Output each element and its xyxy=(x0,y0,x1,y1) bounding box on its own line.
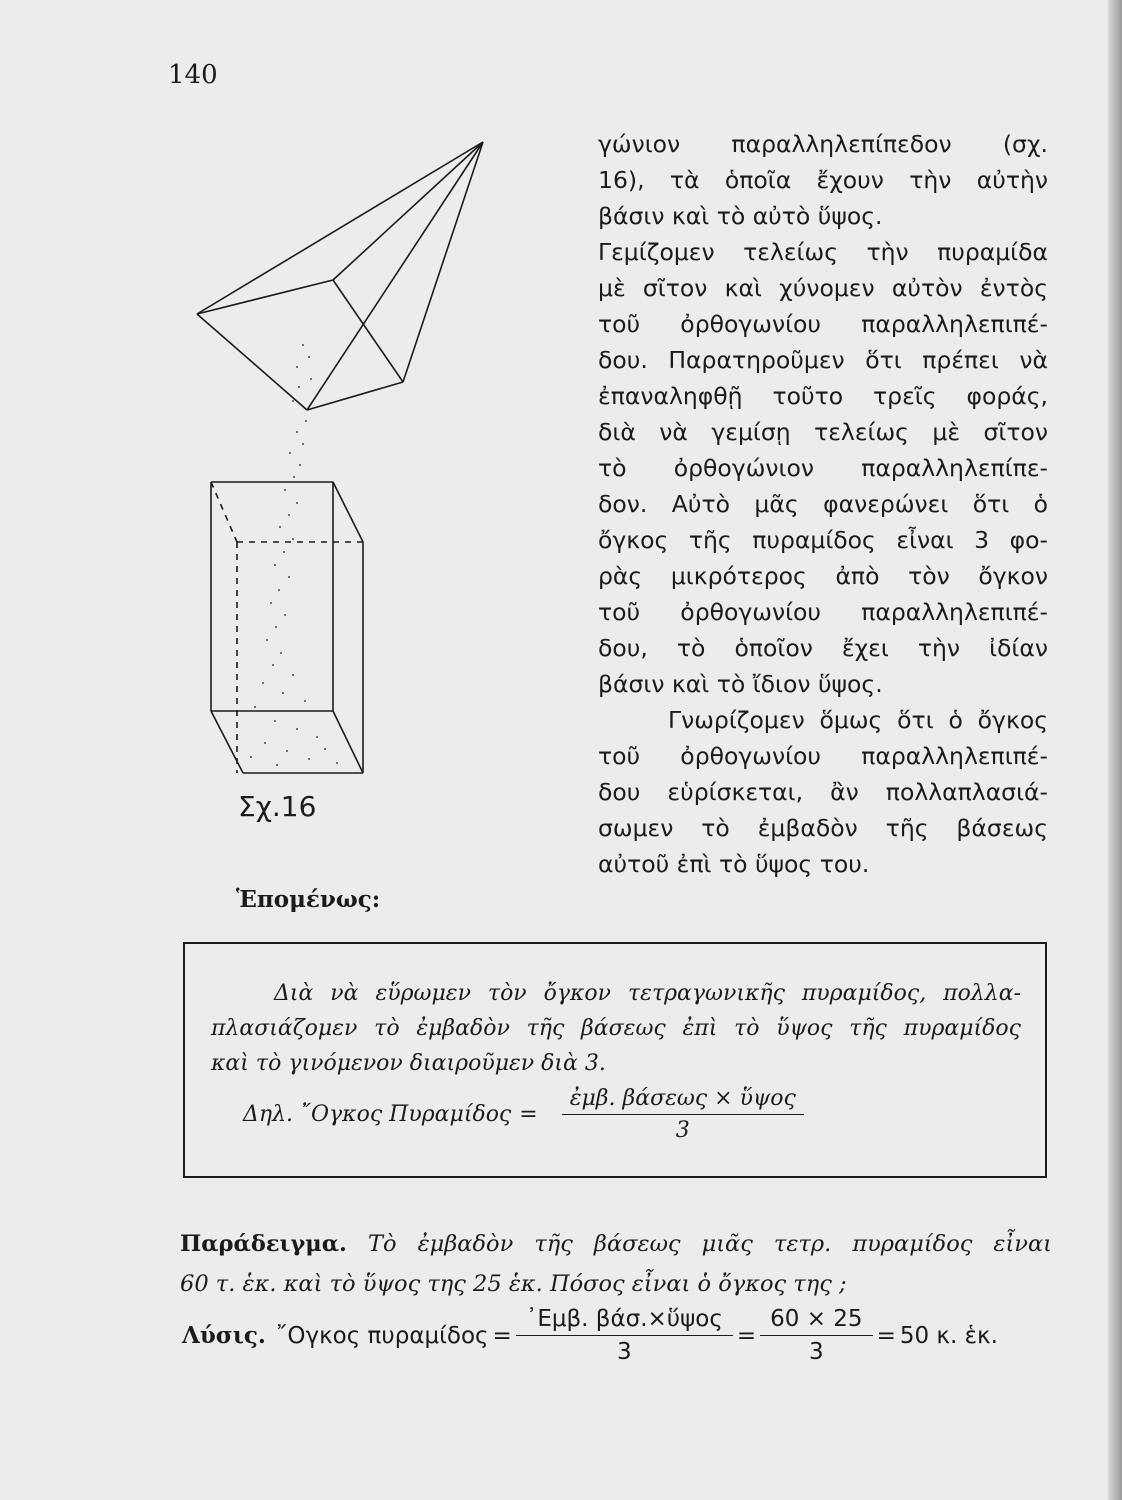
fraction-denominator: 3 xyxy=(617,1339,632,1365)
pyramid-pouring-into-box-illustration xyxy=(185,135,505,855)
text-line: Γνωρίζομεν ὅμως ὅτι ὁ ὄγκος xyxy=(668,706,1048,734)
solution-fraction-symbolic xyxy=(516,1306,733,1365)
page-number: 140 xyxy=(168,60,218,90)
solution-result: 50 κ. ἑκ. xyxy=(899,1322,998,1349)
volume-formula xyxy=(243,1086,804,1143)
fraction-denominator: 3 xyxy=(675,1118,690,1143)
rule-line: πλασιάζομεν τὸ ἐμβαδὸν τῆς βάσεως ἐπὶ τὸ ὕψος τῆς πυραμίδος xyxy=(211,1016,1021,1041)
text-line: δου. Παρατηροῦμεν ὅτι πρέπει νὰ xyxy=(598,346,1048,374)
solution-lhs: ῎Ογκος πυραμίδος xyxy=(275,1322,489,1349)
text-line: διὰ νὰ γεμίσῃ τελείως μὲ σῖτον xyxy=(598,418,1048,446)
text-line: ὄγκος τῆς πυραμίδος εἶναι 3 φο- xyxy=(598,526,1048,554)
formula-fraction xyxy=(562,1086,804,1143)
text-line: τοῦ ὀρθογωνίου παραλληλεπιπέ- xyxy=(598,742,1048,770)
rule-statement xyxy=(211,976,1021,1081)
text-line: ρὰς μικρότερος ἀπὸ τὸν ὄγκον xyxy=(598,562,1048,590)
solution-fraction-numeric xyxy=(760,1306,872,1365)
fraction-numerator: 60 × 25 xyxy=(770,1306,863,1332)
equals-sign: = xyxy=(736,1322,757,1349)
figure-caption: Σχ.16 xyxy=(238,790,317,823)
text-line: σωμεν τὸ ἐμβαδὸν τῆς βάσεως xyxy=(598,814,1048,842)
text-line: μὲ σῖτον καὶ χύνομεν αὐτὸν ἐντὸς xyxy=(598,274,1048,302)
fraction-numerator: ᾿Εμβ. βάσ.×ὕψος xyxy=(525,1306,723,1332)
text-line: αὐτοῦ ἐπὶ τὸ ὕψος του. xyxy=(598,850,870,878)
page-edge-shadow xyxy=(1108,0,1122,1500)
text-line: βάσιν καὶ τὸ ἴδιον ὕψος. xyxy=(598,670,883,698)
text-line: γώνιον παραλληλεπίπεδον (σχ. xyxy=(598,130,1048,158)
equals-sign: = xyxy=(876,1322,896,1349)
text-line: δου, τὸ ὁποῖον ἔχει τὴν ἰδίαν xyxy=(598,634,1048,662)
text-line: δον. Αὐτὸ μᾶς φανερώνει ὅτι ὁ xyxy=(598,490,1048,518)
equals-sign: = xyxy=(519,1102,538,1127)
rule-line: καὶ τὸ γινόμενον διαιροῦμεν διὰ 3. xyxy=(211,1051,606,1076)
formula-label: Δηλ. ῎Ογκος Πυραμίδος xyxy=(243,1102,512,1127)
text-line: τοῦ ὀρθογωνίου παραλληλεπιπέ- xyxy=(598,598,1048,626)
example-text: Τὸ ἐμβαδὸν τῆς βάσεως μιᾶς τετρ. πυραμίδος εἶναι xyxy=(367,1231,1052,1257)
fraction-numerator: ἐμβ. βάσεως × ὕψος xyxy=(569,1086,796,1111)
body-paragraph xyxy=(598,126,1048,882)
text-line: δου εὑρίσκεται, ἂν πολλαπλασιά- xyxy=(598,778,1048,806)
text-line: ἐπαναληφθῇ τοῦτο τρεῖς φοράς, xyxy=(598,382,1048,410)
rule-line: Διὰ νὰ εὕρωμεν τὸν ὄγκον τετραγωνικῆς πυραμίδος, πολλα- xyxy=(274,981,1021,1006)
example-problem xyxy=(180,1224,1052,1304)
equals-sign: = xyxy=(492,1322,512,1349)
text-line: τοῦ ὀρθογωνίου παραλληλεπιπέ- xyxy=(598,310,1048,338)
text-line: 16), τὰ ὁποῖα ἔχουν τὴν αὐτὴν xyxy=(598,166,1048,194)
therefore-heading: Ἑπομένως: xyxy=(236,886,381,913)
solution-label: Λύσις. xyxy=(182,1322,266,1349)
fraction-denominator: 3 xyxy=(809,1339,824,1365)
text-line: βάσιν καὶ τὸ αὐτὸ ὕψος. xyxy=(598,202,883,230)
example-label: Παράδειγμα. xyxy=(180,1231,347,1257)
rule-box xyxy=(183,942,1047,1178)
example-line: 60 τ. ἑκ. καὶ τὸ ὕψος της 25 ἑκ. Πόσος εἶναι ὁ ὄγκος της ; xyxy=(180,1271,847,1297)
text-line: Γεμίζομεν τελείως τὴν πυραμίδα xyxy=(598,238,1048,266)
example-line xyxy=(180,1224,1052,1264)
solution xyxy=(182,1306,998,1365)
text-line: τὸ ὀρθογώνιον παραλληλεπίπε- xyxy=(598,454,1048,482)
